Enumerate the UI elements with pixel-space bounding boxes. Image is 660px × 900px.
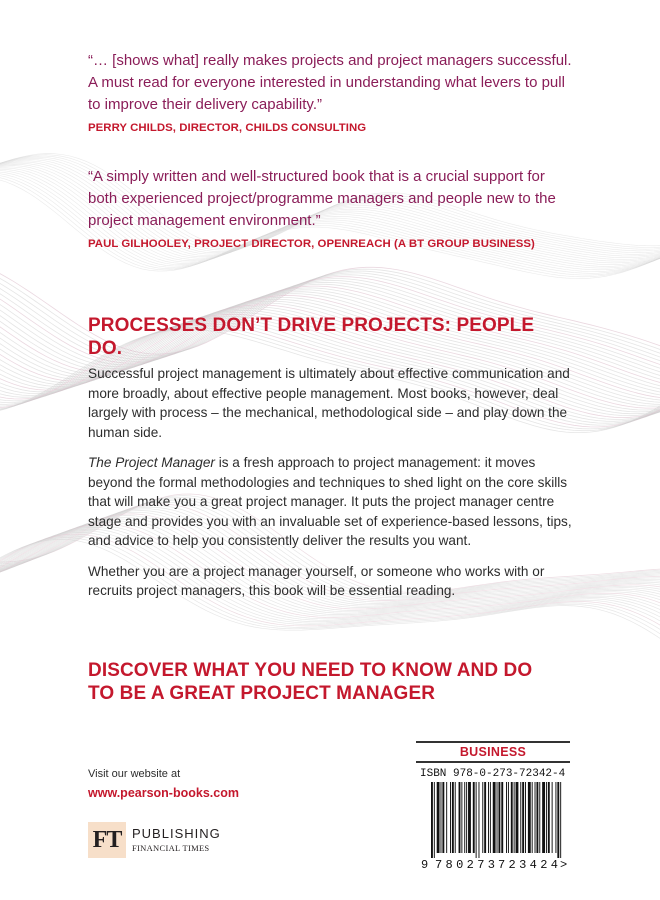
review-quote-text: “A simply written and well-structured book that is a crucial support for both experienced project/programme managers and people new to the project management environment.” xyxy=(88,168,556,229)
barcode-bar xyxy=(473,782,475,853)
website-label: Visit our website at xyxy=(88,768,181,780)
barcode-bar xyxy=(557,782,559,858)
barcode-bar xyxy=(535,782,536,853)
barcode-bars xyxy=(431,782,561,858)
barcode-bar xyxy=(555,782,556,853)
barcode-bar xyxy=(452,782,454,853)
barcode-bar xyxy=(484,782,486,853)
barcode-bar xyxy=(536,782,538,853)
blurb-paragraph-2-text: is a fresh approach to project management: it moves beyond the formal methodologies and techniques to shed light on the core skills that will make you a great project manager. It puts the project manager centre stage and provides you with an invaluable set of experience-based lessons, tips, and advice to help you consistently deliver the results you want. xyxy=(88,455,572,548)
review-quote-text: “… [shows what] really makes projects and project managers successful. A must read for everyone interested in understanding what levers to pull to improve their delivery capability.” xyxy=(88,52,572,113)
barcode-bar xyxy=(455,782,456,853)
ft-publishing-logo xyxy=(88,822,221,858)
barcode-bar xyxy=(476,782,477,858)
barcode-bar xyxy=(525,782,526,853)
barcode-bar xyxy=(446,782,447,853)
barcode-bar xyxy=(459,782,461,853)
barcode-bar xyxy=(532,782,533,853)
book-title: The Project Manager xyxy=(88,455,215,470)
barcode-first-digit: 9 xyxy=(421,858,429,872)
barcode-bar xyxy=(539,782,540,853)
barcode-bar xyxy=(466,782,467,853)
barcode-bar xyxy=(461,782,462,853)
review-quote-attribution: PAUL GILHOOLEY, PROJECT DIRECTOR, OPENREACH (A BT GROUP BUSINESS) xyxy=(88,238,535,250)
closing-headline: DISCOVER WHAT YOU NEED TO KNOW AND DO TO BE A GREAT PROJECT MANAGER xyxy=(88,660,533,704)
isbn-label: ISBN 978-0-273-72342-4 xyxy=(420,768,566,780)
review-quote-1 xyxy=(88,50,578,134)
barcode-bar xyxy=(501,782,503,853)
website-link[interactable]: www.pearson-books.com xyxy=(88,786,239,800)
barcode-bar xyxy=(560,782,561,858)
barcode-bar xyxy=(546,782,547,853)
blurb-paragraph-1: Successful project management is ultimately about effective communication and more broadly, about effective people management. Most books, however, deal largely with process – the mechanical, methodological side – and play down the human side. xyxy=(88,366,570,440)
barcode-bar xyxy=(552,782,553,853)
website-block xyxy=(88,766,239,802)
barcode-bar xyxy=(497,782,498,853)
barcode-bar xyxy=(493,782,496,853)
barcode-bar xyxy=(528,782,531,853)
barcode-bar xyxy=(508,782,509,853)
ft-financial-times-text: FINANCIAL TIMES xyxy=(132,842,210,853)
barcode-bar xyxy=(488,782,489,853)
barcode-bar xyxy=(442,782,444,853)
barcode-bar xyxy=(437,782,440,853)
barcode-bar xyxy=(441,782,442,853)
barcode-bar xyxy=(542,782,545,853)
barcode-bar xyxy=(520,782,521,853)
barcode-bar xyxy=(431,782,433,858)
category-label: BUSINESS xyxy=(416,741,570,763)
barcode-bar xyxy=(548,782,550,853)
barcode-bar xyxy=(482,782,483,853)
barcode-bar xyxy=(479,782,480,858)
barcode-bar xyxy=(516,782,519,853)
barcode-end-mark: > xyxy=(560,858,568,872)
ft-logo-mark: FT xyxy=(88,822,126,858)
review-quote-2 xyxy=(88,166,578,250)
barcode-bar xyxy=(450,782,451,853)
barcode-bar xyxy=(498,782,500,853)
barcode-bar xyxy=(434,782,435,858)
barcode-bar xyxy=(464,782,465,853)
barcode-left-digits: 780273 xyxy=(435,858,495,872)
blurb xyxy=(88,364,572,612)
blurb-paragraph-2 xyxy=(88,453,572,551)
headline: PROCESSES DON’T DRIVE PROJECTS: PEOPLE DO. xyxy=(88,315,535,359)
review-quote-attribution: PERRY CHILDS, DIRECTOR, CHILDS CONSULTING xyxy=(88,122,367,134)
ft-logo-wordmark xyxy=(132,822,221,858)
barcode-right-digits: 723424 xyxy=(498,858,558,872)
barcode-bar xyxy=(514,782,515,853)
barcode-bar xyxy=(522,782,524,853)
barcode-bar xyxy=(490,782,491,853)
barcode-bar xyxy=(511,782,513,853)
isbn-barcode xyxy=(418,782,570,872)
ft-publishing-text: PUBLISHING xyxy=(132,825,221,841)
barcode-bar xyxy=(506,782,507,853)
barcode-bar xyxy=(468,782,471,853)
blurb-paragraph-3: Whether you are a project manager yourself, or someone who works with or recruits project managers, this book will be essential reading. xyxy=(88,563,545,598)
